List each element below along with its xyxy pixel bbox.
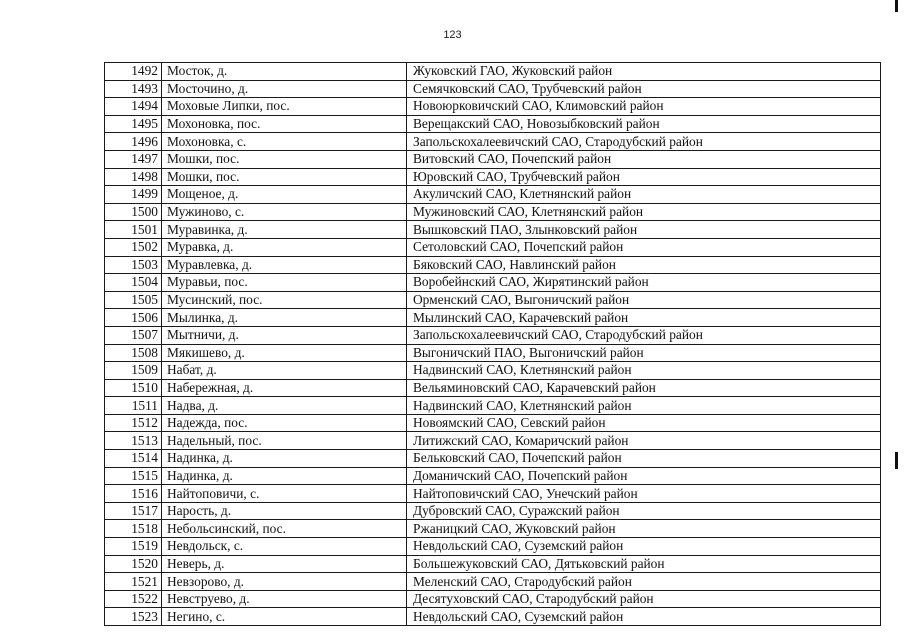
table-row xyxy=(105,186,881,204)
table-row xyxy=(105,115,881,133)
settlement-name-cell: Мусинский, пос. xyxy=(162,291,407,309)
settlement-name-cell: Муравка, д. xyxy=(162,238,407,256)
row-number-cell: 1523 xyxy=(105,608,162,626)
settlement-name-cell: Мохоновка, пос. xyxy=(162,115,407,133)
table-row xyxy=(105,467,881,485)
row-number-cell: 1496 xyxy=(105,133,162,151)
scan-margin-mark xyxy=(895,0,898,12)
settlement-name-cell: Мощеное, д. xyxy=(162,186,407,204)
administrative-district-cell: Витовский САО, Почепский район xyxy=(407,150,881,168)
settlement-name-cell: Нарость, д. xyxy=(162,502,407,520)
table-row xyxy=(105,133,881,151)
row-number-cell: 1511 xyxy=(105,397,162,415)
row-number-cell: 1519 xyxy=(105,538,162,556)
settlement-name-cell: Невдольск, с. xyxy=(162,538,407,556)
table-row xyxy=(105,291,881,309)
administrative-district-cell: Выгоничский ПАО, Выгоничский район xyxy=(407,344,881,362)
row-number-cell: 1512 xyxy=(105,414,162,432)
settlement-name-cell: Мякишево, д. xyxy=(162,344,407,362)
administrative-district-cell: Вельяминовский САО, Карачевский район xyxy=(407,379,881,397)
administrative-district-cell: Орменский САО, Выгоничский район xyxy=(407,291,881,309)
row-number-cell: 1506 xyxy=(105,309,162,327)
table-row xyxy=(105,362,881,380)
row-number-cell: 1502 xyxy=(105,238,162,256)
table-row xyxy=(105,256,881,274)
settlement-name-cell: Небольсинский, пос. xyxy=(162,520,407,538)
table-row xyxy=(105,538,881,556)
administrative-district-cell: Меленский САО, Стародубский район xyxy=(407,573,881,591)
row-number-cell: 1517 xyxy=(105,502,162,520)
scan-margin-mark xyxy=(895,452,898,469)
settlement-name-cell: Мытничи, д. xyxy=(162,326,407,344)
administrative-district-cell: Ржаницкий САО, Жуковский район xyxy=(407,520,881,538)
administrative-district-cell: Мужиновский САО, Клетнянский район xyxy=(407,203,881,221)
settlement-name-cell: Невзорово, д. xyxy=(162,573,407,591)
settlements-table xyxy=(104,62,881,626)
settlement-name-cell: Мошки, пос. xyxy=(162,168,407,186)
settlement-name-cell: Надва, д. xyxy=(162,397,407,415)
settlement-name-cell: Мохоновка, с. xyxy=(162,133,407,151)
table-row xyxy=(105,397,881,415)
row-number-cell: 1504 xyxy=(105,274,162,292)
settlement-name-cell: Набережная, д. xyxy=(162,379,407,397)
administrative-district-cell: Жуковский ГАО, Жуковский район xyxy=(407,63,881,81)
table-row xyxy=(105,309,881,327)
settlement-name-cell: Неверь, д. xyxy=(162,555,407,573)
administrative-district-cell: Литижский САО, Комаричский район xyxy=(407,432,881,450)
administrative-district-cell: Бяковский САО, Навлинский район xyxy=(407,256,881,274)
settlement-name-cell: Мылинка, д. xyxy=(162,309,407,327)
administrative-district-cell: Большежуковский САО, Дятьковский район xyxy=(407,555,881,573)
settlement-name-cell: Надельный, пос. xyxy=(162,432,407,450)
administrative-district-cell: Дубровский САО, Суражский район xyxy=(407,502,881,520)
administrative-district-cell: Найтоповичский САО, Унечский район xyxy=(407,485,881,503)
table-row xyxy=(105,555,881,573)
settlement-name-cell: Найтоповичи, с. xyxy=(162,485,407,503)
administrative-district-cell: Доманичский САО, Почепский район xyxy=(407,467,881,485)
row-number-cell: 1515 xyxy=(105,467,162,485)
row-number-cell: 1518 xyxy=(105,520,162,538)
row-number-cell: 1521 xyxy=(105,573,162,591)
table-row xyxy=(105,203,881,221)
row-number-cell: 1514 xyxy=(105,450,162,468)
administrative-district-cell: Верещакский САО, Новозыбковский район xyxy=(407,115,881,133)
row-number-cell: 1507 xyxy=(105,326,162,344)
table-body xyxy=(105,63,881,626)
row-number-cell: 1510 xyxy=(105,379,162,397)
table-row xyxy=(105,450,881,468)
settlement-name-cell: Мошки, пос. xyxy=(162,150,407,168)
administrative-district-cell: Вышковский ПАО, Злынковский район xyxy=(407,221,881,239)
settlement-name-cell: Невструево, д. xyxy=(162,590,407,608)
administrative-district-cell: Запольскохалеевичский САО, Стародубский район xyxy=(407,133,881,151)
table-row xyxy=(105,80,881,98)
administrative-district-cell: Бельковский САО, Почепский район xyxy=(407,450,881,468)
administrative-district-cell: Мылинский САО, Карачевский район xyxy=(407,309,881,327)
settlement-name-cell: Негино, с. xyxy=(162,608,407,626)
table-row xyxy=(105,344,881,362)
administrative-district-cell: Невдольский САО, Суземский район xyxy=(407,608,881,626)
row-number-cell: 1503 xyxy=(105,256,162,274)
settlement-name-cell: Муравьи, пос. xyxy=(162,274,407,292)
administrative-district-cell: Новоюрковичский САО, Климовский район xyxy=(407,98,881,116)
settlement-name-cell: Надинка, д. xyxy=(162,450,407,468)
table-row xyxy=(105,608,881,626)
settlement-name-cell: Мосточино, д. xyxy=(162,80,407,98)
settlement-name-cell: Моховые Липки, пос. xyxy=(162,98,407,116)
administrative-district-cell: Сетоловский САО, Почепский район xyxy=(407,238,881,256)
table-row xyxy=(105,520,881,538)
settlement-name-cell: Мосток, д. xyxy=(162,63,407,81)
table-row xyxy=(105,573,881,591)
table-row xyxy=(105,274,881,292)
table-row xyxy=(105,221,881,239)
administrative-district-cell: Запольскохалеевичский САО, Стародубский район xyxy=(407,326,881,344)
settlement-name-cell: Мужиново, с. xyxy=(162,203,407,221)
row-number-cell: 1513 xyxy=(105,432,162,450)
table-row xyxy=(105,98,881,116)
table-row xyxy=(105,432,881,450)
administrative-district-cell: Семячковский САО, Трубчевский район xyxy=(407,80,881,98)
page-number: 123 xyxy=(443,29,462,41)
table-row xyxy=(105,502,881,520)
table-row xyxy=(105,590,881,608)
settlement-name-cell: Муравинка, д. xyxy=(162,221,407,239)
row-number-cell: 1498 xyxy=(105,168,162,186)
row-number-cell: 1500 xyxy=(105,203,162,221)
row-number-cell: 1509 xyxy=(105,362,162,380)
row-number-cell: 1508 xyxy=(105,344,162,362)
table-row xyxy=(105,414,881,432)
settlement-name-cell: Набат, д. xyxy=(162,362,407,380)
administrative-district-cell: Юровский САО, Трубчевский район xyxy=(407,168,881,186)
administrative-district-cell: Акуличский САО, Клетнянский район xyxy=(407,186,881,204)
administrative-district-cell: Воробейнский САО, Жирятинский район xyxy=(407,274,881,292)
table-row xyxy=(105,485,881,503)
table-row xyxy=(105,150,881,168)
row-number-cell: 1497 xyxy=(105,150,162,168)
administrative-district-cell: Новоямский САО, Севский район xyxy=(407,414,881,432)
row-number-cell: 1522 xyxy=(105,590,162,608)
table-row xyxy=(105,379,881,397)
administrative-district-cell: Невдольский САО, Суземский район xyxy=(407,538,881,556)
row-number-cell: 1494 xyxy=(105,98,162,116)
administrative-district-cell: Десятуховский САО, Стародубский район xyxy=(407,590,881,608)
row-number-cell: 1505 xyxy=(105,291,162,309)
administrative-district-cell: Надвинский САО, Клетнянский район xyxy=(407,362,881,380)
settlement-name-cell: Надежда, пос. xyxy=(162,414,407,432)
settlement-name-cell: Муравлевка, д. xyxy=(162,256,407,274)
row-number-cell: 1501 xyxy=(105,221,162,239)
row-number-cell: 1495 xyxy=(105,115,162,133)
row-number-cell: 1492 xyxy=(105,63,162,81)
administrative-district-cell: Надвинский САО, Клетнянский район xyxy=(407,397,881,415)
table-row xyxy=(105,238,881,256)
row-number-cell: 1516 xyxy=(105,485,162,503)
row-number-cell: 1493 xyxy=(105,80,162,98)
table-row xyxy=(105,63,881,81)
row-number-cell: 1520 xyxy=(105,555,162,573)
table-row xyxy=(105,168,881,186)
settlement-name-cell: Надинка, д. xyxy=(162,467,407,485)
table-row xyxy=(105,326,881,344)
row-number-cell: 1499 xyxy=(105,186,162,204)
